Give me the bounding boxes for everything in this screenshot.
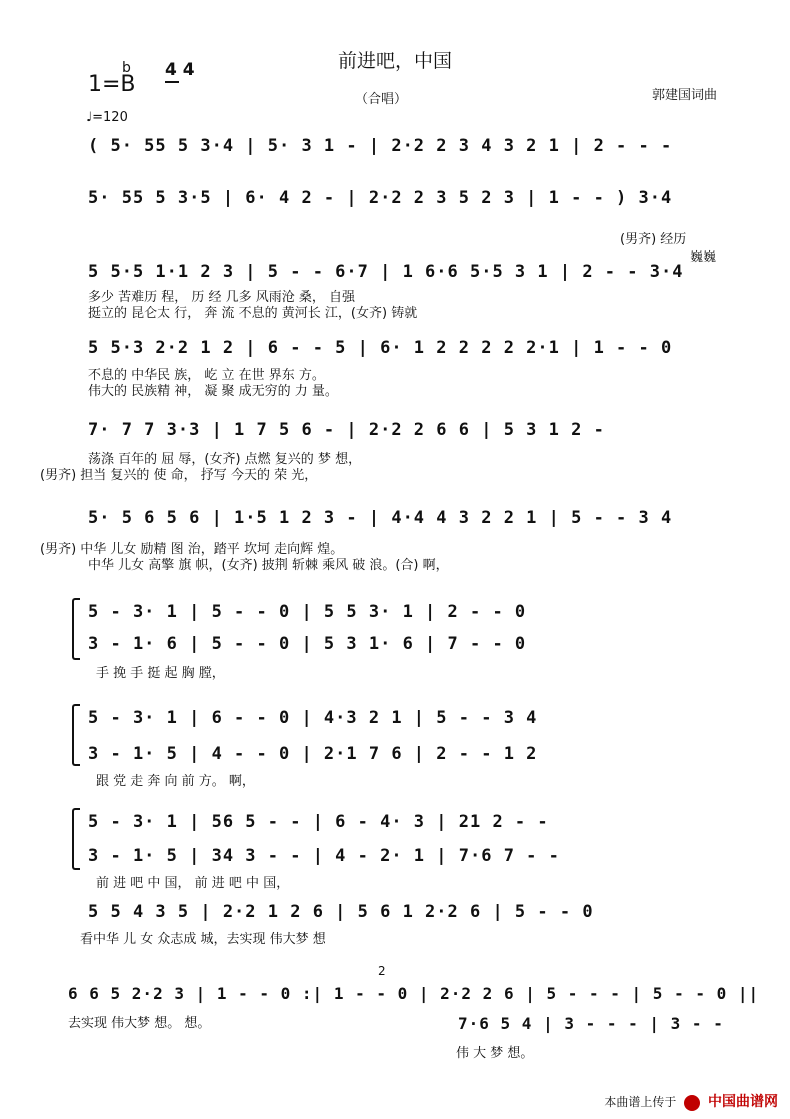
system-2-lyric-1: (男齐) 经历 — [620, 232, 687, 247]
song-title: 前进吧，中国 — [337, 50, 452, 72]
system-1-notes: ( 5· 55 5 3·4 | 5· 3 1 - | 2·2 2 3 4 3 2 1 | 2 - - - — [88, 136, 673, 156]
system-8-notes-lower: 3 - 1· 5 | 4 - - 0 | 2·1 7 6 | 2 - - 1 2 — [88, 744, 538, 764]
system-8-notes-upper: 5 - 3· 1 | 6 - - 0 | 4·3 2 1 | 5 - - 3 4 — [88, 708, 538, 728]
site-logo-icon — [684, 1095, 700, 1111]
system-9-brace — [72, 808, 80, 870]
system-10-notes: 5 5 4 3 5 | 2·2 1 2 6 | 5 6 1 2·2 6 | 5 - - 0 — [88, 902, 594, 922]
system-9-notes-lower: 3 - 1· 5 | 34 3 - - | 4 - 2· 1 | 7·6 7 - - — [88, 846, 560, 866]
system-5-notes: 7· 7 7 3·3 | 1 7 5 6 - | 2·2 2 6 6 | 5 3 1 2 - — [88, 420, 605, 440]
system-2-lyric-2: 巍巍 — [690, 250, 717, 265]
system-9-lyric: 前 进 吧 中 国， 前 进 吧 中 国， — [96, 876, 290, 891]
meter-bottom: 4 — [182, 60, 195, 80]
time-signature — [165, 60, 195, 80]
footer-watermark — [604, 1091, 778, 1111]
key-label: 1=B — [88, 72, 136, 97]
song-subtitle: （合唱） — [355, 92, 408, 107]
system-7-notes-lower: 3 - 1· 6 | 5 - - 0 | 5 3 1· 6 | 7 - - 0 — [88, 634, 527, 654]
system-9-notes-upper: 5 - 3· 1 | 56 5 - - | 6 - 4· 3 | 21 2 - - — [88, 812, 549, 832]
system-4-lyric-1: 不息的 中华民 族， 屹 立 在世 界东 方。 — [88, 368, 325, 383]
system-4-notes: 5 5·3 2·2 1 2 | 6 - - 5 | 6· 1 2 2 2 2 2·1 | 1 - - 0 — [88, 338, 673, 358]
meter-top: 4 — [165, 60, 177, 80]
system-11-notes: 6 6 5 2·2 3 | 1 - - 0 :| 1 - - 0 | 2·2 2 6 | 5 - - - | 5 - - 0 || — [68, 984, 760, 1003]
song-author: 郭建国词曲 — [652, 88, 718, 103]
key-flat: b — [122, 60, 131, 76]
system-6-lyric-1: (男齐) 中华 儿女 励精 图 治，踏平 坎坷 走向辉 煌。 — [40, 542, 344, 557]
system-11-notes-lower: 7·6 5 4 | 3 - - - | 3 - - — [458, 1014, 724, 1033]
system-6-lyric-2: 中华 儿女 高擎 旗 帜，(女齐) 披荆 斩棘 乘风 破 浪。(合) 啊， — [88, 558, 449, 573]
system-8-brace — [72, 704, 80, 766]
system-8-lyric: 跟 党 走 奔 向 前 方。 啊， — [96, 774, 255, 789]
system-11-lyric-2: 伟 大 梦 想。 — [456, 1046, 534, 1061]
system-7-brace — [72, 598, 80, 660]
volta-number: 2 — [378, 964, 386, 978]
system-3-lyric-1: 多少 苦难历 程， 历 经 几多 风雨沧 桑， 自强 — [88, 290, 356, 305]
system-7-notes-upper: 5 - 3· 1 | 5 - - 0 | 5 5 3· 1 | 2 - - 0 — [88, 602, 527, 622]
system-3-lyric-2: 挺立的 昆仑太 行， 奔 流 不息的 黄河长 江，(女齐) 铸就 — [88, 306, 418, 321]
system-5-lyric-2: (男齐) 担当 复兴的 使 命， 抒写 今天的 荣 光， — [40, 468, 318, 483]
system-2-notes: 5· 55 5 3·5 | 6· 4 2 - | 2·2 2 3 5 2 3 | 1 - - ) 3·4 — [88, 188, 673, 208]
system-3-notes: 5 5·5 1·1 2 3 | 5 - - 6·7 | 1 6·6 5·5 3 1 | 2 - - 3·4 — [88, 262, 684, 282]
footer-upload-text: 本曲谱上传于 — [604, 1095, 677, 1109]
footer-brand[interactable]: 中国曲谱网 — [708, 1094, 778, 1110]
system-5-lyric-1: 荡涤 百年的 屈 辱，(女齐) 点燃 复兴的 梦 想， — [88, 452, 362, 467]
system-7-lyric: 手 挽 手 挺 起 胸 膛， — [96, 666, 225, 681]
system-10-lyric: 看中华 儿 女 众志成 城，去实现 伟大梦 想 — [80, 932, 326, 947]
key-signature — [88, 60, 136, 97]
system-11-lyric-1: 去实现 伟大梦 想。 想。 — [68, 1016, 211, 1031]
tempo-marking: ♩=120 — [86, 110, 128, 125]
system-4-lyric-2: 伟大的 民族精 神， 凝 聚 成无穷的 力 量。 — [88, 384, 338, 399]
system-6-notes: 5· 5 6 5 6 | 1·5 1 2 3 - | 4·4 4 3 2 2 1 | 5 - - 3 4 — [88, 508, 673, 528]
